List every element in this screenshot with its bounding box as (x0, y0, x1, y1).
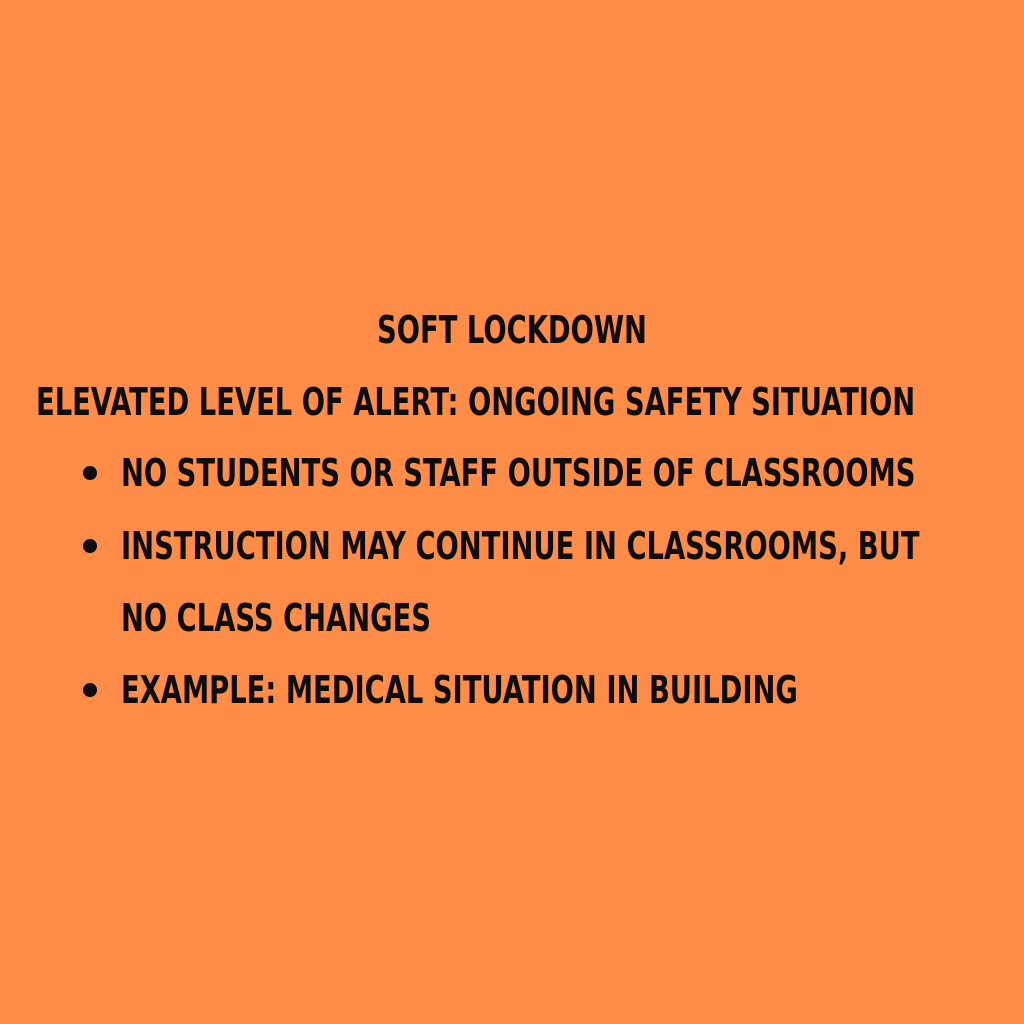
bullet-dot-icon (83, 539, 97, 553)
bullet-dot-icon (83, 683, 97, 697)
bullet-text: INSTRUCTION MAY CONTINUE IN CLASSROOMS, BUT (121, 524, 920, 568)
bullet-text: EXAMPLE: MEDICAL SITUATION IN BUILDING (121, 668, 798, 712)
notice-title: SOFT LOCKDOWN (377, 308, 647, 352)
bullet-dot-icon (83, 466, 97, 480)
bullet-text-continued: NO CLASS CHANGES (121, 596, 431, 640)
notice-subtitle: ELEVATED LEVEL OF ALERT: ONGOING SAFETY SITUATION (36, 380, 916, 424)
bullet-text: NO STUDENTS OR STAFF OUTSIDE OF CLASSROOMS (121, 451, 916, 495)
